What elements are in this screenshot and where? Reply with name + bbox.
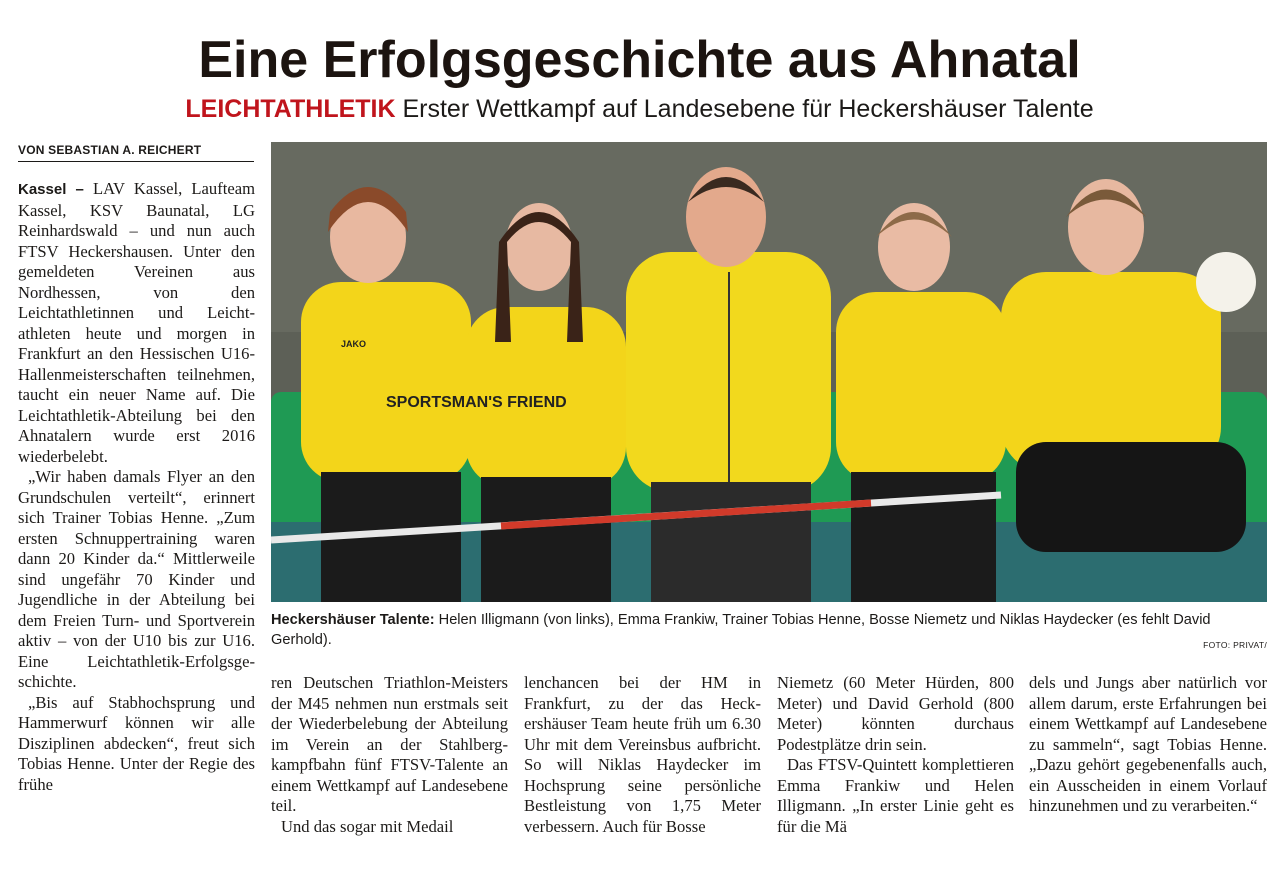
article-column-4 — [777, 673, 1014, 837]
team-photo — [271, 142, 1267, 602]
photo-caption — [271, 610, 1267, 650]
paragraph: „Bis auf Stabhochsprung und Hammerwurf können wir alle Disziplinen abdecken“, freut sich Tobias Henne. Unter der Regie des frühe — [18, 692, 255, 794]
photo-credit: FOTO: PRIVAT/ — [1203, 640, 1267, 650]
paragraph: ren Deutschen Triathlon-Meisters der M45 nehmen nun erstmals seit der Wiederbelebung der Abteilung im Verein an der Stahlbergkampfbahn fünf FTSV-Talente an einem Wettkampf auf Landesebene teil. — [271, 673, 508, 815]
paragraph: „Wir haben damals Flyer an den Grundschulen verteilt“, erinnert sich Trainer Tobias Henne. „Zum ersten Schnuppertraining waren dann 20 Kinder da.“ Mittlerweile sind ungefähr 70 Kinder und Jugendliche in der Abteilung bei dem Freien Turn- und Sportverein aktiv – von der U10 bis zur U16. Eine Leichtathletik-Erfolgsgeschichte. — [18, 467, 255, 691]
paragraph: Das FTSV-Quintett komplettieren Emma Frankiw und Helen Illigmann. „In erster Linie geht es für die Mä — [777, 755, 1014, 836]
paragraph: dels und Jungs aber natürlich vor allem darum, erste Erfahrungen bei einem Wettkampf auf Landesebene zu sammeln“, sagt Tobias Henne. „Dazu gehört gegebenenfalls auch, ein Ausscheiden in einem Vorlauf hinzunehmen und zu verarbeiten.“ — [1029, 673, 1267, 815]
caption-text: Helen Illigmann (von links), Emma Frankiw, Trainer Tobias Henne, Bosse Niemetz und Niklas Haydecker (es fehlt David Gerhold). — [271, 612, 1211, 648]
headline: Eine Erfolgsgeschichte aus Ahnatal — [198, 31, 1081, 89]
dateline: Kassel – — [18, 181, 84, 198]
article-column-5 — [1029, 673, 1267, 817]
paragraph: Und das sogar mit Medail — [281, 816, 454, 836]
shirt-logo-text: SPORTSMAN'S FRIEND — [386, 394, 567, 411]
caption-lead: Heckershäuser Talente: — [271, 612, 435, 628]
paragraph-text: LAV Kassel, Laufteam Kassel, KSV Baunatal, LG Reinhardswald – und nun auch FTSV Heckershausen. Unter den gemeldeten Vereinen aus Nordhessen, von den Leichtathletinnen und Leichtathleten heute und morgen in Frankfurt an den Hessischen U16-Hallenmeisterschaften teilnehmen, taucht ein neuer Name auf. Die Leichtathletik-Abteilung bei den Ahnatalern wurde erst 2016 wiederbelebt. — [18, 179, 255, 466]
subheadline-row — [0, 95, 1279, 124]
paragraph: lenchancen bei der HM in Frankfurt, zu der das Heckershäuser Team heute früh um 6.30 Uhr mit dem Vereinsbus aufbricht. So will Niklas Haydecker im Hochsprung seine persönliche Bestleistung von 1,75 Meter verbessern. Auch für Bosse — [524, 673, 761, 836]
shirt-brand-text: JAKO — [341, 339, 367, 349]
article-column-2 — [271, 673, 508, 837]
article-column-1 — [18, 179, 255, 795]
article-column-3 — [524, 673, 761, 837]
byline: VON SEBASTIAN A. REICHERT — [18, 143, 254, 162]
paragraph — [18, 179, 255, 467]
paragraph: Niemetz (60 Meter Hürden, 800 Meter) und David Gerhold (800 Meter) könnten durchaus Podestplätze drin sein. — [777, 673, 1014, 754]
team-photo-illustration — [271, 142, 1267, 602]
subheadline: Erster Wettkampf auf Landesebene für Heckershäuser Talente — [402, 95, 1094, 123]
kicker: LEICHTATHLETIK — [185, 95, 396, 123]
